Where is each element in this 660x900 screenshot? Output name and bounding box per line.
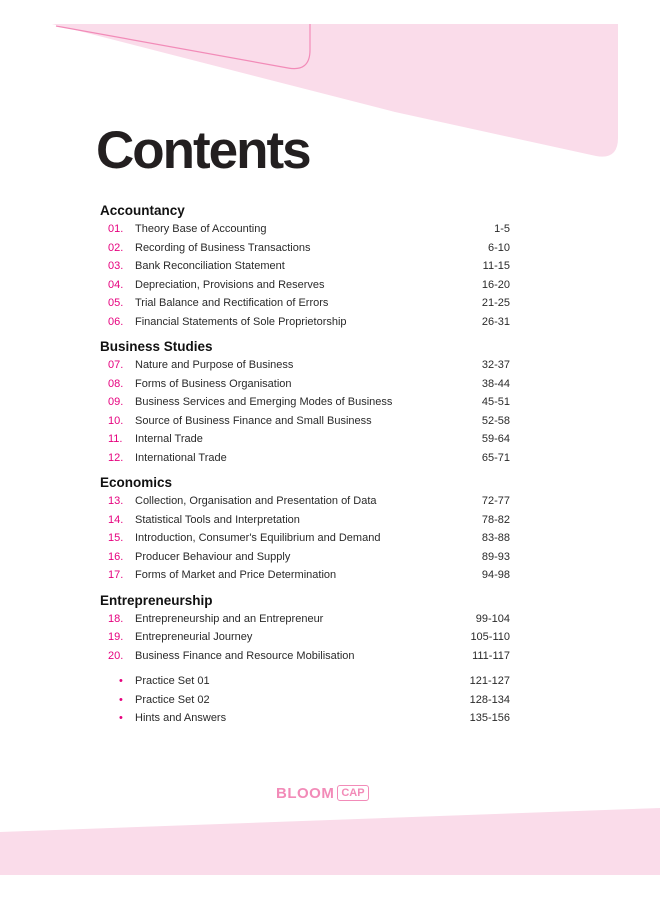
extra-title: Hints and Answers <box>135 712 227 724</box>
chapter-number: 05. <box>108 297 124 309</box>
extra-title: Practice Set 01 <box>135 675 210 687</box>
publisher-logo <box>276 782 369 804</box>
bottom-pink-band <box>0 808 660 875</box>
chapter-number: 18. <box>108 612 124 625</box>
toc-extras <box>100 672 510 728</box>
chapter-title: Theory Base of Accounting <box>135 223 267 235</box>
logo-box: CAP <box>337 785 368 801</box>
chapter-title: Forms of Business Organisation <box>135 377 292 390</box>
chapter-title: Recording of Business Transactions <box>135 241 311 254</box>
chapter-number: 13. <box>108 495 124 507</box>
section-heading: Business Studies <box>100 339 213 354</box>
page-range: 32-37 <box>481 359 510 371</box>
page-range: 78-82 <box>481 513 510 526</box>
bullet-icon: • <box>119 693 123 706</box>
page-range: 65-71 <box>481 451 510 464</box>
page-range: 11-15 <box>482 260 510 272</box>
page-range: 94-98 <box>481 569 510 581</box>
page-range: 52-58 <box>481 414 510 427</box>
chapter-title: International Trade <box>135 451 227 464</box>
page-range: 89-93 <box>481 550 510 563</box>
toc-entry <box>100 449 510 468</box>
table-of-contents <box>100 202 510 728</box>
extra-title: Practice Set 02 <box>135 693 210 706</box>
toc-entry <box>100 610 510 629</box>
toc-section <box>100 202 510 331</box>
chapter-number: 10. <box>108 414 124 427</box>
toc-entry <box>100 691 510 710</box>
chapter-title: Forms of Market and Price Determination <box>135 569 337 581</box>
chapter-title: Statistical Tools and Interpretation <box>135 513 300 526</box>
page-range: 83-88 <box>481 532 510 544</box>
page-range: 121-127 <box>469 675 510 687</box>
chapter-number: 14. <box>108 513 124 526</box>
page-range: 1-5 <box>494 223 510 235</box>
toc-entry <box>100 220 510 239</box>
toc-entry <box>100 239 510 258</box>
toc-entry <box>100 492 510 511</box>
page-range: 16-20 <box>481 278 510 291</box>
page-range: 135-156 <box>469 712 510 724</box>
page-range: 111-117 <box>472 649 510 662</box>
page-range: 105-110 <box>470 631 510 643</box>
page-range: 128-134 <box>469 693 510 706</box>
chapter-number: 17. <box>108 569 124 581</box>
bullet-icon: • <box>119 712 123 724</box>
page-title: Contents <box>96 121 310 180</box>
toc-section <box>100 592 510 666</box>
chapter-number: 06. <box>108 315 124 328</box>
chapter-title: Bank Reconciliation Statement <box>135 260 285 272</box>
chapter-title: Financial Statements of Sole Proprietorship <box>135 315 347 328</box>
chapter-title: Collection, Organisation and Presentation of Data <box>135 495 377 507</box>
page-range: 99-104 <box>475 612 510 625</box>
chapter-title: Business Finance and Resource Mobilisation <box>135 649 355 662</box>
chapter-number: 20. <box>108 649 124 662</box>
page-range: 21-25 <box>481 297 510 309</box>
toc-entry <box>100 294 510 313</box>
page-range: 45-51 <box>481 396 510 408</box>
toc-entry <box>100 393 510 412</box>
toc-entry <box>100 375 510 394</box>
chapter-number: 04. <box>108 278 124 291</box>
chapter-number: 03. <box>108 260 124 272</box>
section-heading: Entrepreneurship <box>100 592 213 608</box>
toc-entry <box>100 628 510 647</box>
chapter-number: 12. <box>108 451 124 464</box>
toc-entry <box>100 430 510 449</box>
toc-entry <box>100 566 510 585</box>
chapter-title: Introduction, Consumer's Equilibrium and Demand <box>135 532 381 544</box>
toc-entry <box>100 412 510 431</box>
section-heading: Economics <box>100 475 173 490</box>
toc-entry <box>100 672 510 691</box>
chapter-title: Trial Balance and Rectification of Errors <box>135 297 329 309</box>
toc-entry <box>100 257 510 276</box>
page-range: 6-10 <box>487 241 510 254</box>
chapter-number: 01. <box>108 223 124 235</box>
chapter-title: Nature and Purpose of Business <box>135 359 294 371</box>
chapter-title: Producer Behaviour and Supply <box>135 550 291 563</box>
chapter-number: 19. <box>108 631 124 643</box>
chapter-number: 02. <box>108 241 124 254</box>
chapter-title: Business Services and Emerging Modes of Business <box>135 396 393 408</box>
toc-entry <box>100 511 510 530</box>
chapter-number: 16. <box>108 550 124 563</box>
chapter-title: Entrepreneurship and an Entrepreneur <box>135 612 324 625</box>
chapter-number: 15. <box>108 532 124 544</box>
chapter-number: 09. <box>108 396 124 408</box>
chapter-title: Source of Business Finance and Small Business <box>135 414 372 427</box>
toc-entry <box>100 709 510 728</box>
section-heading: Accountancy <box>100 203 185 218</box>
page-range: 72-77 <box>481 495 510 507</box>
chapter-title: Depreciation, Provisions and Reserves <box>135 278 325 291</box>
toc-entry <box>100 313 510 332</box>
page-range: 26-31 <box>481 315 510 328</box>
chapter-number: 07. <box>108 359 124 371</box>
toc-section <box>100 338 510 467</box>
chapter-title: Entrepreneurial Journey <box>135 631 253 643</box>
bullet-icon: • <box>119 675 123 687</box>
toc-section <box>100 474 510 585</box>
logo-word: BLOOM <box>276 784 335 802</box>
chapter-number: 08. <box>108 377 124 390</box>
toc-entry <box>100 548 510 567</box>
toc-entry <box>100 276 510 295</box>
page-range: 59-64 <box>481 433 510 445</box>
chapter-title: Internal Trade <box>135 433 203 445</box>
page-range: 38-44 <box>481 377 510 390</box>
toc-entry <box>100 647 510 666</box>
toc-entry <box>100 529 510 548</box>
chapter-number: 11. <box>108 433 123 445</box>
toc-entry <box>100 356 510 375</box>
